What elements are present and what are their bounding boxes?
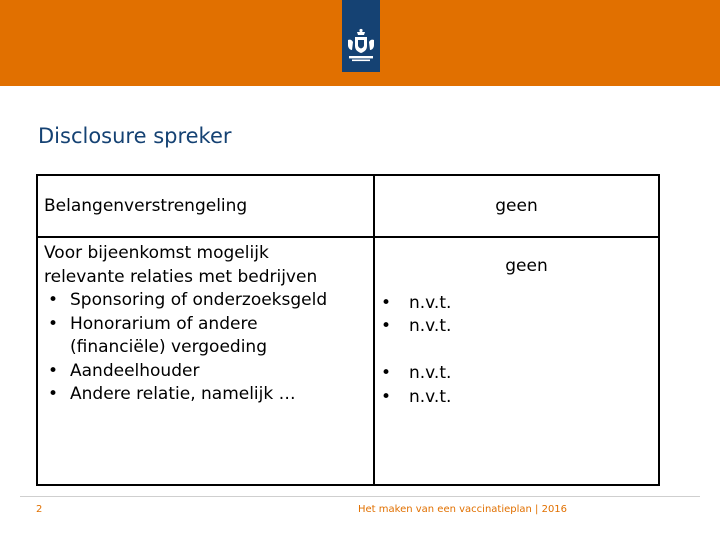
government-logo <box>342 0 380 72</box>
list-item: • n.v.t. <box>375 315 658 339</box>
list-item: • Aandeelhouder <box>44 360 373 384</box>
list-item: • Honorarium of andere <box>44 313 373 337</box>
list-item: • Sponsoring of onderzoeksgeld <box>44 289 373 313</box>
list-item: • n.v.t. <box>375 292 658 316</box>
list-item: • Andere relatie, namelijk … <box>44 383 373 407</box>
answers-list <box>375 292 658 339</box>
relations-heading-line2: relevante relaties met bedrijven <box>44 266 318 287</box>
table-row <box>37 237 659 485</box>
list-item-continuation: (financiële) vergoeding <box>70 337 267 357</box>
table-cell-label <box>37 237 374 485</box>
conflict-of-interest-answer: geen <box>495 196 538 216</box>
relations-list <box>44 289 373 407</box>
relations-answer: geen <box>505 256 548 276</box>
page-number: 2 <box>36 504 43 515</box>
coat-of-arms-icon <box>346 28 376 64</box>
relations-heading-line1: Voor bijeenkomst mogelijk <box>44 243 269 263</box>
list-item: • n.v.t. <box>375 386 658 410</box>
disclosure-table <box>36 174 660 486</box>
table-cell-answer <box>374 237 659 485</box>
table-cell-label <box>37 175 374 237</box>
answers-list <box>375 362 658 409</box>
footer-divider <box>20 496 700 497</box>
table-cell-answer <box>374 175 659 237</box>
list-item: • n.v.t. <box>375 362 658 386</box>
footer-text: Het maken van een vaccinatieplan | 2016 <box>358 504 568 515</box>
slide-title: Disclosure spreker <box>38 124 232 148</box>
conflict-of-interest-label: Belangenverstrengeling <box>44 196 248 216</box>
table-row <box>37 175 659 237</box>
